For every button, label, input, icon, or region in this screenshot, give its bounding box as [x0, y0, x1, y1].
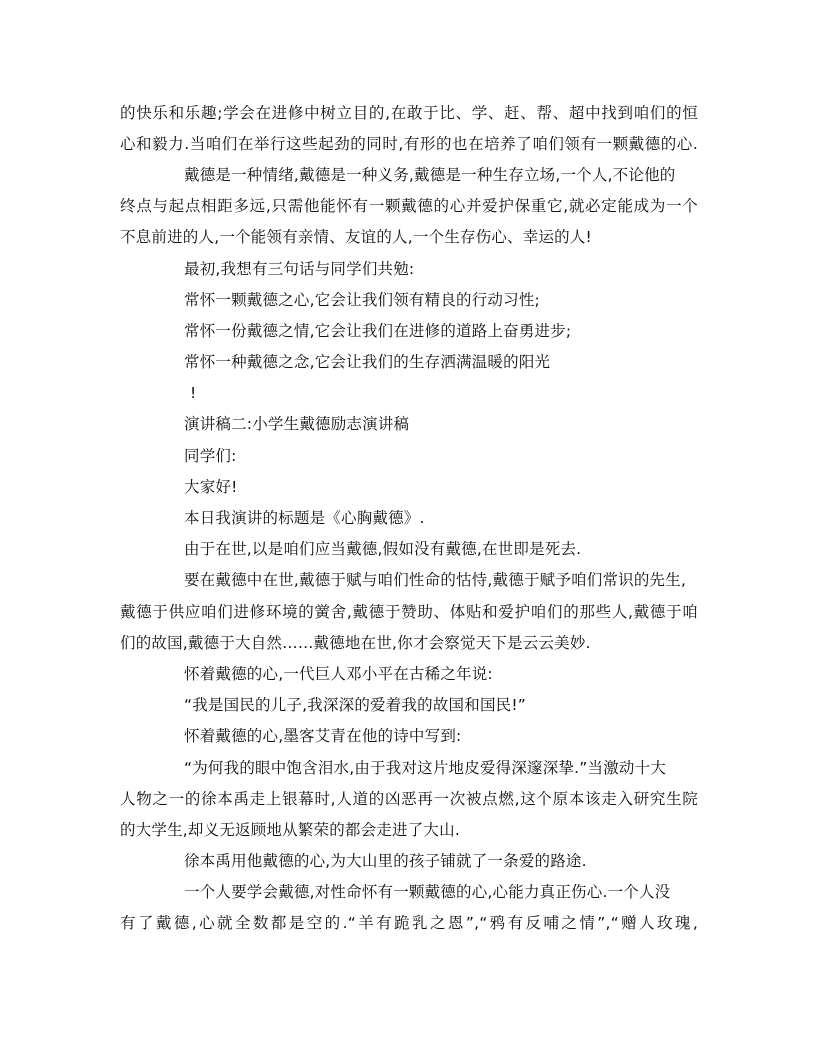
- text-line: 人物之一的徐本禹走上银幕时,人道的凶恶再一次被点燃,这个原本该走入研究生院: [120, 790, 698, 808]
- text-line: 常怀一种戴德之念,它会让我们的生存洒满温暖的阳光: [184, 353, 551, 371]
- text-line: 的大学生,却义无返顾地从繁荣的都会走进了大山.: [120, 821, 460, 839]
- text-line: 怀着戴德的心,一代巨人邓小平在古稀之年说:: [184, 665, 493, 683]
- section-heading: 演讲稿二:小学生戴德励志演讲稿: [184, 415, 410, 433]
- text-line: 戴德于供应咱们进修环境的黉舍,戴德于赞助、体贴和爱护咱们的那些人,戴德于咱: [120, 603, 698, 621]
- text-line: 要在戴德中在世,戴德于赋与咱们性命的怙恃,戴德于赋予咱们常识的先生,: [184, 571, 687, 589]
- text-line: !: [190, 384, 197, 402]
- text-line: 大家好!: [184, 478, 238, 496]
- quote-line: “我是国民的儿子,我深深的爱着我的故国和国民!”: [184, 696, 527, 714]
- quote-line: “为何我的眼中饱含泪水,由于我对这片地皮爱得深邃深挚.”当激动十大: [184, 759, 667, 777]
- text-line: 们的故国,戴德于大自然……戴德地在世,你才会察觉天下是云云美妙.: [120, 634, 591, 652]
- text-line: 怀着戴德的心,墨客艾青在他的诗中写到:: [184, 727, 462, 745]
- text-line: 终点与起点相距多远,只需他能怀有一颗戴德的心并爱护保重它,就必定能成为一个: [120, 197, 698, 215]
- text-line: 由于在世,以是咱们应当戴德,假如没有戴德,在世即是死去.: [184, 540, 582, 558]
- text-line: 同学们:: [184, 447, 237, 465]
- text-line: 最初,我想有三句话与同学们共勉:: [184, 260, 415, 278]
- text-line: 不息前进的人,一个能领有亲情、友谊的人,一个生存伤心、幸运的人!: [120, 228, 592, 246]
- text-line: 一个人要学会戴德,对性命怀有一颗戴德的心,心能力真正伤心.一个人没: [184, 883, 671, 901]
- text-line: 心和毅力.当咱们在举行这些起劲的同时,有形的也在培养了咱们领有一颗戴德的心.: [120, 135, 698, 153]
- text-line: 常怀一份戴德之情,它会让我们在进修的道路上奋勇进步;: [184, 322, 572, 340]
- text-line: 本日我演讲的标题是《心胸戴德》.: [184, 509, 425, 527]
- text-line: 徐本禹用他戴德的心,为大山里的孩子铺就了一条爱的路途.: [184, 852, 587, 870]
- text-line: 戴德是一种情绪,戴德是一种义务,戴德是一种生存立场,一个人,不论他的: [184, 166, 676, 184]
- text-line: 有了戴德,心就全数都是空的.“羊有跪乳之恩”,“鸦有反哺之情”,“赠人玫瑰,: [120, 914, 698, 932]
- text-line: 常怀一颗戴德之心,它会让我们领有精良的行动习性;: [184, 291, 540, 309]
- text-line: 的快乐和乐趣;学会在进修中树立目的,在敢于比、学、赶、帮、超中找到咱们的恒: [120, 104, 698, 122]
